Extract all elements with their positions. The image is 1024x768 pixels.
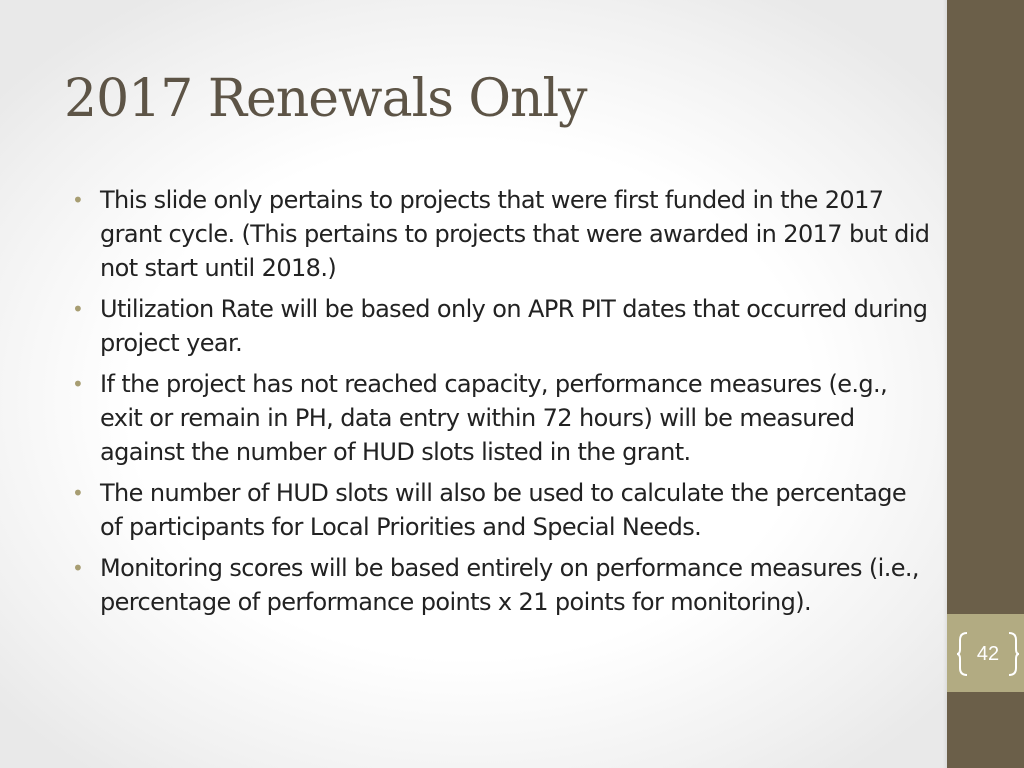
- bullet-icon: •: [72, 188, 84, 212]
- page-number-frame: [957, 631, 1019, 677]
- bullet-item: [72, 551, 932, 619]
- bullet-text: Monitoring scores will be based entirely on performance measures (i.e., percentage of performance points x 21 points for monitoring).: [100, 554, 919, 616]
- bullet-item: [72, 292, 932, 360]
- bullet-item: [72, 183, 932, 285]
- bullet-icon: •: [72, 556, 84, 580]
- slide-title: 2017 Renewals Only: [64, 69, 587, 129]
- bullet-item: [72, 476, 932, 544]
- bullet-text: If the project has not reached capacity, performance measures (e.g., exit or remain in PH, data entry within 72 hours) will be measured against the number of HUD slots listed in the grant.: [100, 370, 888, 466]
- bullet-icon: •: [72, 297, 84, 321]
- bullet-item: [72, 367, 932, 469]
- bullet-list: [72, 183, 932, 626]
- bullet-icon: •: [72, 372, 84, 396]
- bullet-text: The number of HUD slots will also be used to calculate the percentage of participants for Local Priorities and Special Needs.: [100, 479, 906, 541]
- page-number: 42: [976, 643, 1000, 665]
- bullet-text: Utilization Rate will be based only on APR PIT dates that occurred during project year.: [100, 295, 928, 357]
- bullet-icon: •: [72, 481, 84, 505]
- bullet-text: This slide only pertains to projects that were first funded in the 2017 grant cycle. (This pertains to projects that were awarded in 2017 but did not start until 2018.): [100, 186, 930, 282]
